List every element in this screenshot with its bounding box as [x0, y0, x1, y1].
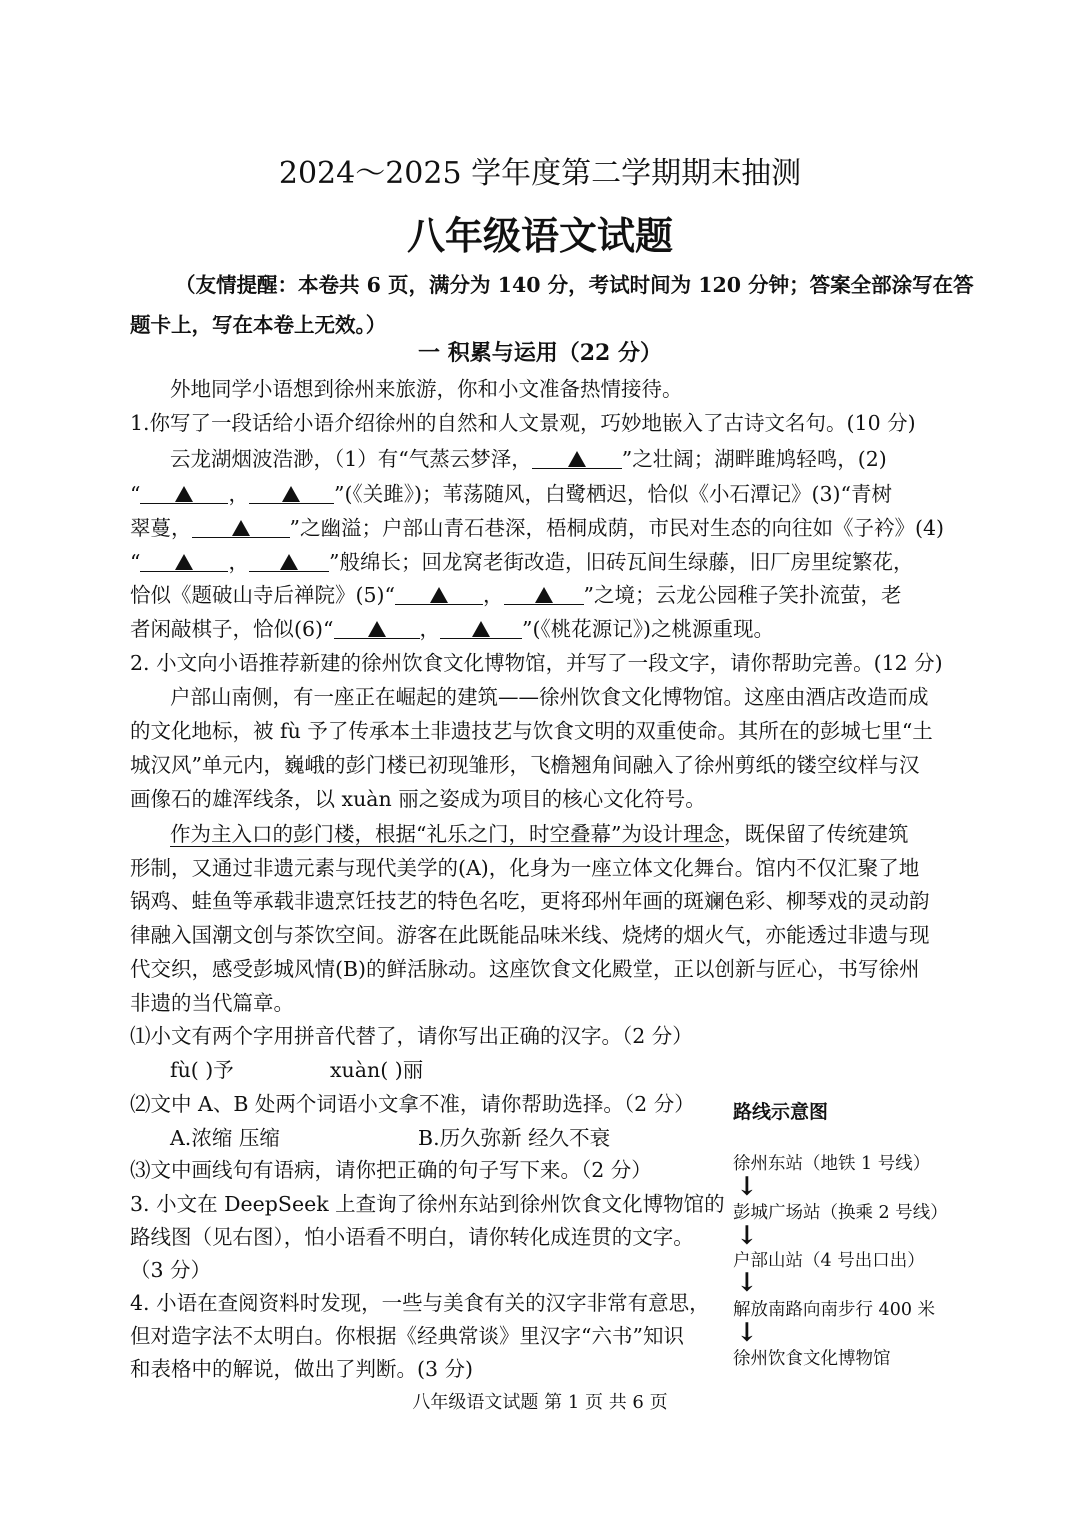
answer-blank-1[interactable] [532, 442, 622, 469]
q1-line-6: 者闲敲棋子，恰似(6)“ ， ”(《桃花源记》)之桃源重现。 [130, 612, 774, 646]
answer-blank-5b[interactable] [504, 578, 584, 605]
q1-line-5: 恰似《题破山寺后禅院》(5)“ ， ”之境；云龙公园稚子笑扑流萤，老 [130, 578, 902, 612]
q1-line-2: “ ， ”(《关雎》)；苇荡随风，白鹭栖迟，恰似《小石潭记》(3)“青树 [130, 477, 892, 511]
triangle-marker-icon [535, 587, 553, 603]
q4-line: 和表格中的解说，做出了判断。(3 分) [130, 1357, 474, 1381]
q2-paragraph-2-line: 代交织，感受彭城风情(B)的鲜活脉动。这座饮食文化殿堂，正以创新与匠心，书写徐州 [130, 957, 920, 981]
reminder-line-2: 题卡上，写在本卷上无效。） [130, 313, 387, 337]
q2-stem: 2. 小文向小语推荐新建的徐州饮食文化博物馆，并写了一段文字，请你帮助完善。(12 分) [130, 651, 943, 675]
answer-blank-6a[interactable] [334, 612, 420, 639]
section-intro: 外地同学小语想到徐州来旅游，你和小文准备热情接待。 [170, 377, 683, 401]
triangle-marker-icon [282, 486, 300, 502]
answer-blank-3[interactable] [192, 511, 290, 538]
q2-paragraph-2-line: 非遗的当代篇章。 [130, 991, 294, 1015]
q2-sub1-fu: fù( )予 [170, 1058, 234, 1082]
q1-line-1: 云龙湖烟波浩渺，（1）有“气蒸云梦泽， ”之壮阔；湖畔雎鸠轻鸣，(2) [170, 442, 887, 476]
q2-paragraph-1-line: 的文化地标，被 fù 予了传承本土非遗技艺与饮食文明的双重使命。其所在的彭城七里“土 [130, 719, 933, 743]
subject-title: 八年级语文试题 [406, 213, 673, 258]
q2-paragraph-2-line: 律融入国潮文创与茶饮空间。游客在此既能品味米线、烧烤的烟火气，亦能透过非遗与现 [130, 923, 930, 947]
page-footer: 八年级语文试题 第 1 页 共 6 页 [412, 1392, 668, 1413]
underlined-sentence: 作为主入口的彭门楼，根据“礼乐之门，时空叠幕”为设计理念 [170, 822, 724, 846]
q2-paragraph-2-line: 形制，又通过非遗元素与现代美学的(A)，化身为一座立体文化舞台。馆内不仅汇聚了地 [130, 856, 920, 880]
q2-option-b: B.历久弥新 经久不衰 [418, 1126, 611, 1150]
q2-sub2: ⑵文中 A、B 处两个词语小文拿不准，请你帮助选择。（2 分） [130, 1092, 695, 1116]
q2-sub3: ⑶文中画线句有语病，请你把正确的句子写下来。（2 分） [130, 1158, 652, 1182]
route-step: 户部山站（4 号出口出） [733, 1251, 925, 1271]
route-step: 彭城广场站（换乘 2 号线） [733, 1203, 948, 1223]
reminder-line-1: （友情提醒：本卷共 6 页，满分为 140 分，考试时间为 120 分钟；答案全部涂写在答 [175, 273, 974, 297]
answer-blank-4b[interactable] [249, 545, 329, 572]
q4-line: 4. 小语在查阅资料时发现，一些与美食有关的汉字非常有意思， [130, 1291, 710, 1315]
route-diagram-title: 路线示意图 [733, 1101, 829, 1123]
section-heading: 一 积累与运用（22 分） [418, 340, 662, 366]
q2-paragraph-1-line: 城汉风”单元内，巍峨的彭门楼已初现雏形，飞檐翘角间融入了徐州剪纸的镂空纹样与汉 [130, 753, 920, 777]
triangle-marker-icon [430, 587, 448, 603]
q4-line: 但对造字法不太明白。你根据《经典常谈》里汉字“六书”知识 [130, 1324, 684, 1348]
answer-blank-5a[interactable] [395, 578, 483, 605]
q2-paragraph-1-line: 户部山南侧，有一座正在崛起的建筑——徐州饮食文化博物馆。这座由酒店改造而成 [170, 685, 929, 709]
q3-line: （3 分） [130, 1258, 212, 1282]
q1-line-4: “ ， ”般绵长；回龙窝老街改造，旧砖瓦间生绿藤，旧厂房里绽繁花， [130, 545, 913, 579]
triangle-marker-icon [568, 451, 586, 467]
route-step: 徐州饮食文化博物馆 [733, 1349, 891, 1369]
triangle-marker-icon [280, 554, 298, 570]
q3-line: 3. 小文在 DeepSeek 上查询了徐州东站到徐州饮食文化博物馆的 [130, 1192, 725, 1216]
down-arrow-icon: ↓ [736, 1268, 758, 1298]
down-arrow-icon: ↓ [736, 1318, 758, 1348]
q2-paragraph-2-line: 锅鸡、蛙鱼等承载非遗烹饪技艺的特色名吃，更将邳州年画的斑斓色彩、柳琴戏的灵动韵 [130, 889, 930, 913]
route-step: 解放南路向南步行 400 米 [733, 1300, 936, 1320]
triangle-marker-icon [175, 486, 193, 502]
triangle-marker-icon [175, 554, 193, 570]
q2-paragraph-1-line: 画像石的雄浑线条，以 xuàn 丽之姿成为项目的核心文化符号。 [130, 787, 706, 811]
q1-line-3: 翠蔓， ”之幽溢；户部山青石巷深，梧桐成荫，市民对生态的向往如《子衿》(4) [130, 511, 944, 545]
q2-option-a: A.浓缩 压缩 [170, 1126, 280, 1150]
q3-line: 路线图（见右图），怕小语看不明白，请你转化成连贯的文字。 [130, 1225, 694, 1249]
answer-blank-4a[interactable] [140, 545, 228, 572]
q2-sub1: ⑴小文有两个字用拼音代替了，请你写出正确的汉字。（2 分） [130, 1024, 693, 1048]
route-step: 徐州东站（地铁 1 号线） [733, 1154, 931, 1174]
answer-blank-6b[interactable] [440, 612, 522, 639]
exam-title: 2024～2025 学年度第二学期期末抽测 [278, 156, 802, 191]
triangle-marker-icon [232, 520, 250, 536]
q2-sub1-xuan: xuàn( )丽 [330, 1058, 424, 1082]
answer-blank-2a[interactable] [140, 477, 228, 504]
q1-stem: 1.你写了一段话给小语介绍徐州的自然和人文景观，巧妙地嵌入了古诗文名句。(10 分) [130, 411, 916, 435]
q2-paragraph-2-line: 作为主入口的彭门楼，根据“礼乐之门，时空叠幕”为设计理念，既保留了传统建筑 [170, 822, 909, 846]
triangle-marker-icon [472, 621, 490, 637]
answer-blank-2b[interactable] [249, 477, 334, 504]
down-arrow-icon: ↓ [736, 1172, 758, 1202]
triangle-marker-icon [368, 621, 386, 637]
down-arrow-icon: ↓ [736, 1221, 758, 1251]
